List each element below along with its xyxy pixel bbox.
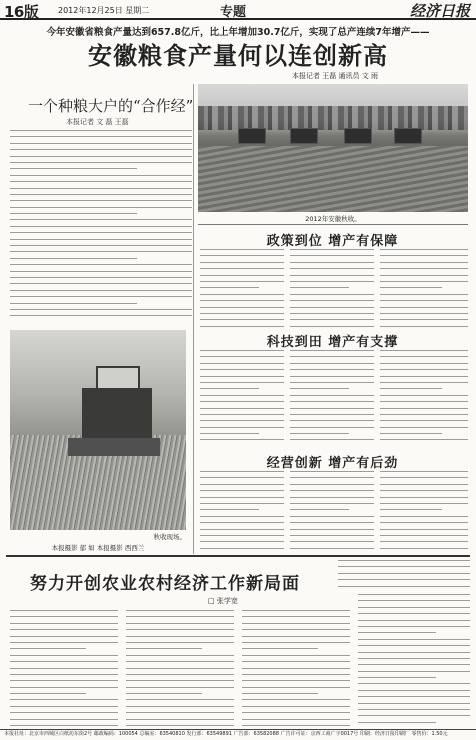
text-line <box>200 281 284 282</box>
text-line <box>290 408 374 409</box>
text-line <box>358 722 436 723</box>
text-line <box>358 658 470 659</box>
text-line <box>380 300 468 301</box>
text-line <box>290 294 374 295</box>
text-line <box>380 439 468 440</box>
text-line <box>10 648 86 649</box>
text-line <box>290 287 349 288</box>
text-line <box>200 376 284 377</box>
text-line <box>358 677 436 678</box>
text-line <box>290 275 374 276</box>
text-line <box>290 414 374 415</box>
text-line <box>380 535 468 536</box>
text-line <box>126 616 234 617</box>
text-line <box>290 420 374 421</box>
text-line <box>10 251 192 252</box>
text-line <box>290 262 374 263</box>
text-line <box>290 471 374 472</box>
feature-body-text <box>10 130 192 322</box>
section-mgmt-text-1 <box>200 471 284 551</box>
text-line <box>380 382 468 383</box>
text-line <box>290 281 374 282</box>
text-line <box>242 642 350 643</box>
text-line <box>380 307 468 308</box>
text-line <box>10 725 118 726</box>
text-line <box>290 497 374 498</box>
text-line <box>10 661 118 662</box>
text-line <box>10 699 118 700</box>
text-line <box>126 712 234 713</box>
text-line <box>126 642 234 643</box>
text-line <box>358 626 470 627</box>
text-line <box>380 388 442 389</box>
text-line <box>242 636 350 637</box>
text-line <box>290 313 374 314</box>
text-line <box>10 623 118 624</box>
text-line <box>242 725 350 726</box>
text-line <box>380 262 468 263</box>
text-line <box>200 529 284 530</box>
text-line <box>10 226 192 227</box>
text-line <box>10 143 192 144</box>
text-line <box>200 319 284 320</box>
text-line <box>200 548 284 549</box>
text-line <box>380 522 468 523</box>
text-line <box>200 249 284 250</box>
text-line <box>10 629 118 630</box>
page-footer: 本报社址：北京市西城区白纸坊东街2号 邮政编码：100054 总编室：63540810 发行部：63549891 广告部：63582088 广告许可证：京西工商广字0017号 印刷：经济日报印刷厂 零售价：1.50元 <box>0 729 476 740</box>
text-line <box>10 674 118 675</box>
text-line <box>10 156 192 157</box>
main-headline: 安徽粮食产量何以连创新高 <box>10 36 466 71</box>
text-line <box>126 674 234 675</box>
text-line <box>290 535 374 536</box>
text-line <box>380 408 468 409</box>
text-line <box>126 706 234 707</box>
text-line <box>200 477 284 478</box>
text-line <box>10 296 192 297</box>
text-line <box>290 529 374 530</box>
text-line <box>338 566 470 567</box>
text-line <box>10 283 192 284</box>
text-line <box>290 376 374 377</box>
text-line <box>358 703 470 704</box>
text-line <box>338 586 470 587</box>
text-line <box>10 636 118 637</box>
text-line <box>290 268 374 269</box>
text-line <box>200 427 284 428</box>
text-line <box>242 623 350 624</box>
text-line <box>380 433 442 434</box>
text-line <box>200 287 259 288</box>
text-line <box>380 484 468 485</box>
text-line <box>380 414 468 415</box>
text-line <box>10 130 192 131</box>
text-line <box>200 388 259 389</box>
column-divider <box>193 84 194 554</box>
text-line <box>126 725 234 726</box>
text-line <box>200 395 284 396</box>
text-line <box>338 573 470 574</box>
text-line <box>338 579 470 580</box>
text-line <box>10 175 192 176</box>
text-line <box>10 207 192 208</box>
section-heading-policy: 政策到位 增产有保障 <box>200 230 465 249</box>
text-line <box>380 275 468 276</box>
text-line <box>380 249 468 250</box>
paper-logo: 经济日报 <box>410 0 470 21</box>
text-line <box>380 490 468 491</box>
text-line <box>126 623 234 624</box>
text-line <box>10 239 192 240</box>
text-line <box>380 529 468 530</box>
text-line <box>358 652 470 653</box>
text-line <box>358 709 470 710</box>
commentary-text-2 <box>126 610 234 726</box>
headline-kicker: 今年安徽省粮食产量达到657.8亿斤，比上年增加30.7亿斤，实现了总产连续7年增产—— <box>10 24 466 38</box>
text-line <box>290 477 374 478</box>
text-line <box>358 613 470 614</box>
text-line <box>10 200 192 201</box>
text-line <box>290 382 374 383</box>
text-line <box>10 149 192 150</box>
text-line <box>358 607 470 608</box>
text-line <box>242 699 350 700</box>
text-line <box>242 706 350 707</box>
text-line <box>380 509 442 510</box>
commentary-text-4 <box>358 594 470 726</box>
text-line <box>10 642 118 643</box>
feature-subhead: 一个种粮大户的“合作经” <box>28 95 193 116</box>
text-line <box>10 315 192 316</box>
photo-credit: 本报摄影 郁 如 本报摄影 西西兰 <box>10 543 186 552</box>
text-line <box>10 194 192 195</box>
text-line <box>200 503 284 504</box>
text-line <box>126 648 202 649</box>
text-line <box>290 300 374 301</box>
text-line <box>200 255 284 256</box>
commentary-author: □ 张学宽 <box>208 596 238 606</box>
text-line <box>290 439 374 440</box>
text-line <box>200 509 259 510</box>
text-line <box>290 356 374 357</box>
commentary-text-3 <box>242 610 350 726</box>
text-line <box>380 516 468 517</box>
text-line <box>380 255 468 256</box>
text-line <box>290 503 374 504</box>
text-line <box>358 696 470 697</box>
text-line <box>358 671 470 672</box>
text-line <box>10 616 118 617</box>
text-line <box>126 687 234 688</box>
text-line <box>380 363 468 364</box>
text-line <box>242 687 350 688</box>
text-line <box>380 427 468 428</box>
text-line <box>126 699 234 700</box>
text-line <box>242 629 350 630</box>
text-line <box>380 541 468 542</box>
text-line <box>380 376 468 377</box>
text-line <box>290 522 374 523</box>
text-line <box>200 522 284 523</box>
text-line <box>126 719 234 720</box>
section-tech-text-2 <box>290 350 374 445</box>
commentary-text-1 <box>10 610 118 726</box>
text-line <box>358 715 470 716</box>
text-line <box>380 369 468 370</box>
sidebar-note-text <box>338 560 470 590</box>
text-line <box>200 516 284 517</box>
text-line <box>10 693 86 694</box>
text-line <box>200 356 284 357</box>
dateline: 2012年12月25日 星期二 <box>58 5 149 16</box>
text-line <box>10 232 192 233</box>
harvester-photo <box>10 330 186 530</box>
text-line <box>358 600 470 601</box>
commentary-headline: 努力开创农业农村经济工作新局面 <box>30 569 300 594</box>
text-line <box>10 706 118 707</box>
text-line <box>242 610 350 611</box>
text-line <box>242 655 350 656</box>
text-line <box>380 268 468 269</box>
text-line <box>380 281 468 282</box>
text-line <box>380 319 468 320</box>
text-line <box>10 303 137 304</box>
text-line <box>10 264 192 265</box>
text-line <box>200 439 284 440</box>
text-line <box>200 268 284 269</box>
section-mgmt-text-3 <box>380 471 468 551</box>
text-line <box>358 594 470 595</box>
text-line <box>242 668 350 669</box>
text-line <box>10 655 118 656</box>
text-line <box>10 719 118 720</box>
text-line <box>380 313 468 314</box>
text-line <box>290 401 374 402</box>
section-name: 专题 <box>220 1 246 20</box>
text-line <box>290 516 374 517</box>
text-line <box>10 258 137 259</box>
harvester-photo-caption: 秋收现场。 <box>10 532 186 541</box>
page-number: 16版 <box>4 1 38 22</box>
text-line <box>380 326 468 327</box>
text-line <box>200 350 284 351</box>
text-line <box>10 213 137 214</box>
text-line <box>242 693 318 694</box>
text-line <box>200 420 284 421</box>
text-line <box>200 471 284 472</box>
text-line <box>290 307 374 308</box>
text-line <box>242 680 350 681</box>
text-line <box>290 326 374 327</box>
text-line <box>380 548 468 549</box>
text-line <box>290 363 374 364</box>
section-mgmt-text-2 <box>290 471 374 551</box>
text-line <box>242 674 350 675</box>
section-tech-text-1 <box>200 350 284 445</box>
text-line <box>126 668 234 669</box>
section-heading-management: 经营创新 增产有后劲 <box>200 452 465 471</box>
main-byline: 本报记者 王磊 通讯员 文 雨 <box>200 71 470 81</box>
text-line <box>200 414 284 415</box>
text-line <box>290 433 349 434</box>
section-tech-text-3 <box>380 350 468 445</box>
text-line <box>200 401 284 402</box>
text-line <box>380 294 468 295</box>
text-line <box>358 664 470 665</box>
section-divider <box>6 555 470 557</box>
section-policy-text-1 <box>200 249 284 327</box>
text-line <box>380 471 468 472</box>
text-line <box>10 136 192 137</box>
text-line <box>380 356 468 357</box>
text-line <box>200 369 284 370</box>
text-line <box>126 661 234 662</box>
text-line <box>200 307 284 308</box>
text-line <box>290 490 374 491</box>
text-line <box>126 680 234 681</box>
text-line <box>380 287 442 288</box>
text-line <box>10 219 192 220</box>
text-line <box>290 548 374 549</box>
text-line <box>10 290 192 291</box>
text-line <box>242 661 350 662</box>
text-line <box>242 648 318 649</box>
text-line <box>242 712 350 713</box>
feature-byline: 本报记者 文 磊 王磊 <box>66 117 129 127</box>
text-line <box>380 420 468 421</box>
text-line <box>10 277 192 278</box>
text-line <box>358 683 470 684</box>
text-line <box>380 503 468 504</box>
text-line <box>200 535 284 536</box>
text-line <box>338 560 470 561</box>
text-line <box>380 497 468 498</box>
text-line <box>126 629 234 630</box>
text-line <box>290 388 349 389</box>
text-line <box>200 433 259 434</box>
text-line <box>380 395 468 396</box>
text-line <box>290 255 374 256</box>
text-line <box>380 350 468 351</box>
text-line <box>126 655 234 656</box>
text-line <box>200 294 284 295</box>
text-line <box>10 610 118 611</box>
text-line <box>200 408 284 409</box>
text-line <box>290 249 374 250</box>
text-line <box>358 632 436 633</box>
text-line <box>200 382 284 383</box>
masthead <box>0 0 476 20</box>
section-policy-text-2 <box>290 249 374 327</box>
text-line <box>290 509 349 510</box>
text-line <box>290 427 374 428</box>
text-line <box>10 687 118 688</box>
text-line <box>200 490 284 491</box>
text-line <box>126 693 202 694</box>
text-line <box>200 326 284 327</box>
text-line <box>358 639 470 640</box>
text-line <box>380 477 468 478</box>
text-line <box>200 363 284 364</box>
text-line <box>358 690 470 691</box>
text-line <box>242 616 350 617</box>
text-line <box>358 620 470 621</box>
text-line <box>10 712 118 713</box>
text-line <box>10 181 192 182</box>
text-line <box>200 541 284 542</box>
field-photo-caption: 2012年安徽秋收。 <box>198 214 468 223</box>
section-policy-text-3 <box>380 249 468 327</box>
text-line <box>200 313 284 314</box>
text-line <box>200 497 284 498</box>
text-line <box>10 162 192 163</box>
text-line <box>358 645 470 646</box>
text-line <box>10 188 192 189</box>
section-heading-technology: 科技到田 增产有支撑 <box>200 331 465 350</box>
text-line <box>290 350 374 351</box>
text-line <box>10 245 192 246</box>
text-line <box>200 300 284 301</box>
text-line <box>290 319 374 320</box>
text-line <box>10 271 192 272</box>
text-line <box>10 168 137 169</box>
text-line <box>200 484 284 485</box>
text-line <box>290 395 374 396</box>
text-line <box>10 668 118 669</box>
text-line <box>126 610 234 611</box>
divider <box>198 224 468 225</box>
text-line <box>200 262 284 263</box>
text-line <box>126 636 234 637</box>
text-line <box>290 369 374 370</box>
text-line <box>242 719 350 720</box>
text-line <box>290 541 374 542</box>
text-line <box>290 484 374 485</box>
harvest-field-photo <box>198 84 468 212</box>
text-line <box>380 401 468 402</box>
text-line <box>10 680 118 681</box>
text-line <box>200 275 284 276</box>
text-line <box>10 309 192 310</box>
